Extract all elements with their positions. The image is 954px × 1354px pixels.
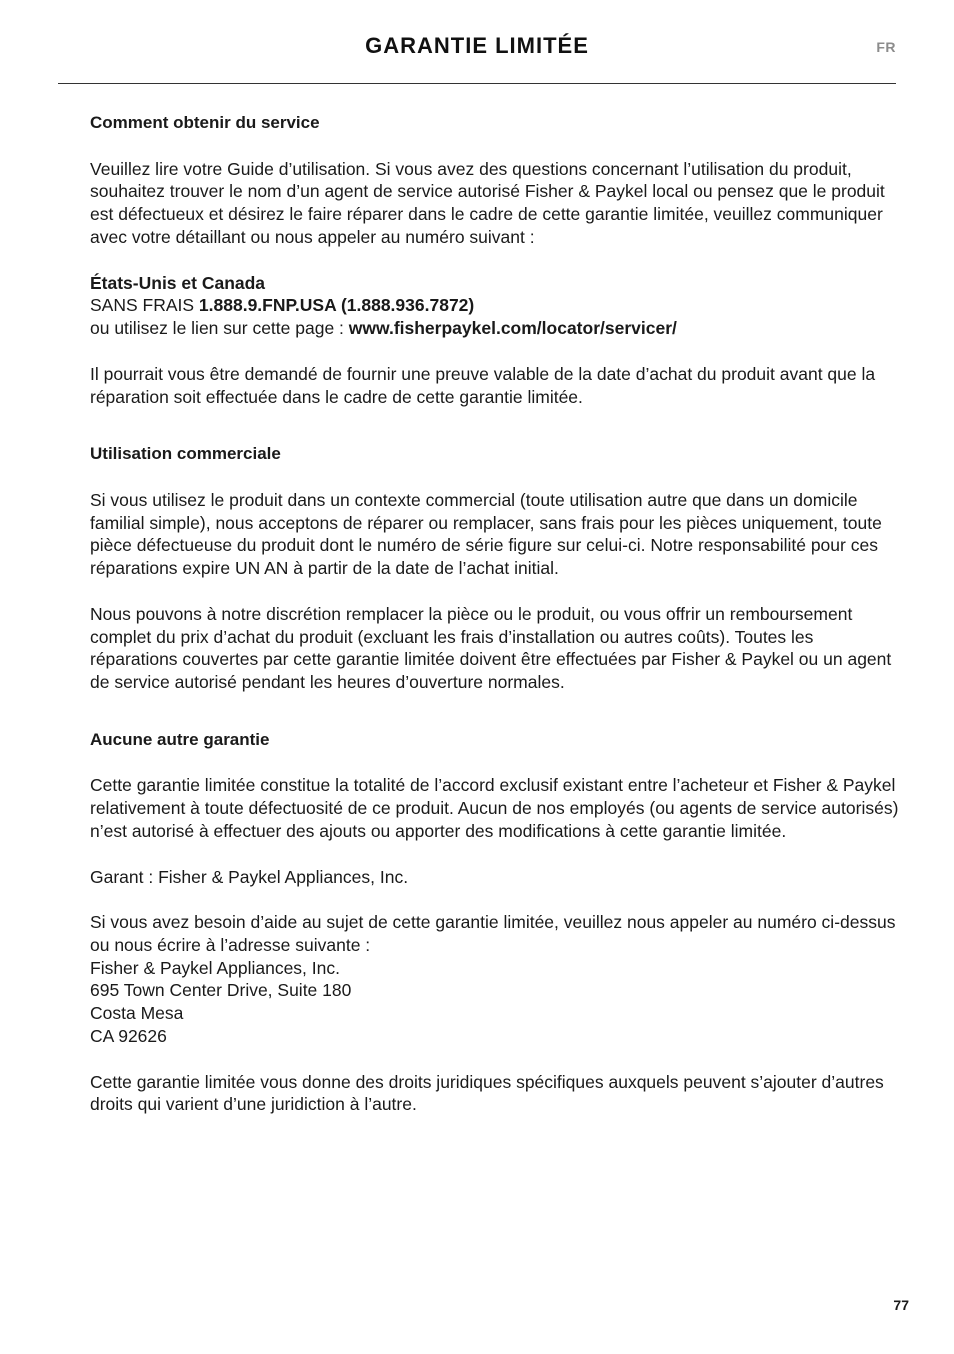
no-other-paragraph-1: Cette garantie limitée constitue la totalité de l’accord exclusif existant entre l’acheteur et Fisher & Paykel relativement à toute défectuosité de ce produit. Aucun de nos employés (ou agents de service autorisés) n’est autorisé à effectuer des ajouts ou apporter des modifications à cette garantie limitée.	[90, 775, 899, 841]
guarantor: Garant : Fisher & Paykel Appliances, Inc.	[90, 866, 409, 887]
header-divider	[58, 83, 896, 84]
contact-block	[90, 272, 900, 340]
servicer-link[interactable]: www.fisherpaykel.com/locator/servicer/	[348, 318, 677, 339]
address-line: Fisher & Paykel Appliances, Inc.	[90, 957, 340, 978]
service-paragraph-1: Veuillez lire votre Guide d’utilisation. Si vous avez des questions concernant l’utilisation du produit, souhaitez trouver le nom d’un agent de service autorisé Fisher & Paykel local ou pensez que le produit est défectueux et désirez le faire réparer dans le cadre de cette garantie limitée, veuillez communiquer avec votre détaillant ou nous appeler au numéro suivant :	[90, 158, 885, 247]
page-number: 77	[893, 1297, 909, 1313]
language-code: FR	[876, 39, 896, 55]
link-label: ou utilisez le lien sur cette page :	[90, 318, 349, 339]
tollfree-number: 1.888.9.FNP.USA (1.888.936.7872)	[198, 295, 475, 316]
section-heading-service: Comment obtenir du service	[90, 113, 320, 132]
address-line: 695 Town Center Drive, Suite 180	[90, 980, 352, 1001]
section-heading-no-other: Aucune autre garantie	[90, 729, 270, 749]
no-other-paragraph-4: Cette garantie limitée vous donne des droits juridiques spécifiques auxquels peuvent s’ajouter d’autres droits qui varient d’une juridiction à l’autre.	[90, 1071, 884, 1115]
commercial-paragraph-1: Si vous utilisez le produit dans un contexte commercial (toute utilisation autre que dans un domicile familial simple), nous acceptons de réparer ou remplacer, sans frais pour les pièces uniquement, toute pièce défectueuse du produit dont le numéro de série figure sur celui-ci. Notre responsabilité pour ces réparations expire UN AN à partir de la date de l’achat initial.	[90, 489, 882, 579]
commercial-paragraph-2: Nous pouvons à notre discrétion remplacer la pièce ou le produit, ou vous offrir un remboursement complet du prix d’achat du produit (excluant les frais d’installation ou autres coûts). Toutes les réparations couvertes par cette garantie limitée doivent être effectuées par Fisher & Paykel ou un agent de service autorisé pendant les heures d’ouverture normales.	[90, 603, 892, 693]
contact-region: États-Unis et Canada	[90, 272, 266, 293]
help-text: Si vous avez besoin d’aide au sujet de cette garantie limitée, veuillez nous appeler au numéro ci-dessus ou nous écrire à l’adresse suivante :	[90, 912, 896, 955]
service-paragraph-2: Il pourrait vous être demandé de fournir une preuve valable de la date d’achat du produit avant que la réparation soit effectuée dans le cadre de cette garantie limitée.	[90, 363, 876, 407]
address-line: Costa Mesa	[90, 1003, 184, 1024]
section-heading-commercial: Utilisation commerciale	[90, 444, 281, 464]
address-block	[90, 911, 900, 1048]
page-title: GARANTIE LIMITÉE	[365, 33, 589, 58]
address-line: CA 92626	[90, 1026, 167, 1047]
warranty-content	[90, 112, 900, 1139]
tollfree-label: SANS FRAIS	[90, 295, 199, 316]
